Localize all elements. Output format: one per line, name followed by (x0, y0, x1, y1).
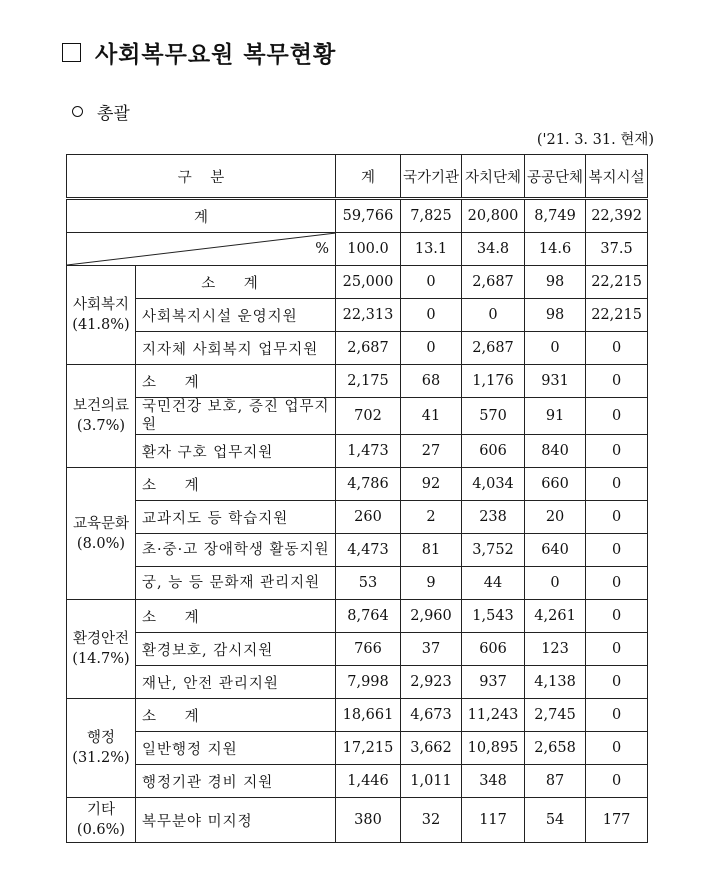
cell-local: 117 (462, 798, 525, 843)
cell-local: 2,687 (462, 266, 525, 299)
percent-label: % (315, 241, 329, 257)
row-label: 초·중·고 장애학생 활동지원 (136, 534, 336, 567)
cell-total: 8,764 (336, 600, 401, 633)
cell-local: 937 (462, 666, 525, 699)
table-header-row (67, 155, 648, 199)
row-label: 지자체 사회복지 업무지원 (136, 332, 336, 365)
percent-national: 13.1 (401, 233, 462, 266)
checkbox-square-icon (62, 43, 81, 62)
cell-welfare: 0 (586, 332, 648, 365)
cell-total: 25,000 (336, 266, 401, 299)
table-row (67, 534, 648, 567)
category-name: 교육문화 (72, 515, 130, 532)
cell-national: 0 (401, 332, 462, 365)
table-row (67, 365, 648, 398)
table-row (67, 765, 648, 798)
status-table (66, 154, 648, 843)
table-row (67, 266, 648, 299)
cell-welfare: 22,215 (586, 266, 648, 299)
row-label: 사회복지시설 운영지원 (136, 299, 336, 332)
row-label: 재난, 안전 관리지원 (136, 666, 336, 699)
cell-welfare: 22,215 (586, 299, 648, 332)
header-welfare: 복지시설 (586, 155, 648, 199)
cell-total: 17,215 (336, 732, 401, 765)
total-local: 20,800 (462, 199, 525, 233)
cell-welfare: 0 (586, 633, 648, 666)
cell-welfare: 0 (586, 398, 648, 435)
category-percent: (41.8%) (72, 317, 130, 333)
category-cell (67, 266, 136, 365)
cell-national: 32 (401, 798, 462, 843)
table-row (67, 798, 648, 843)
total-welfare: 22,392 (586, 199, 648, 233)
table-row (67, 398, 648, 435)
cell-welfare: 0 (586, 501, 648, 534)
cell-total: 766 (336, 633, 401, 666)
cell-local: 11,243 (462, 699, 525, 732)
header-public: 공공단체 (525, 155, 586, 199)
total-label: 계 (67, 199, 336, 233)
table-row (67, 567, 648, 600)
row-label: 소 계 (136, 699, 336, 732)
cell-public: 91 (525, 398, 586, 435)
cell-national: 2 (401, 501, 462, 534)
cell-total: 1,473 (336, 435, 401, 468)
cell-local: 3,752 (462, 534, 525, 567)
total-total: 59,766 (336, 199, 401, 233)
row-label: 일반행정 지원 (136, 732, 336, 765)
cell-national: 27 (401, 435, 462, 468)
total-row (67, 199, 648, 233)
row-label: 소 계 (136, 600, 336, 633)
cell-public: 0 (525, 332, 586, 365)
table-row (67, 468, 648, 501)
cell-welfare: 0 (586, 534, 648, 567)
cell-welfare: 0 (586, 468, 648, 501)
cell-national: 37 (401, 633, 462, 666)
cell-total: 260 (336, 501, 401, 534)
cell-national: 92 (401, 468, 462, 501)
cell-local: 44 (462, 567, 525, 600)
cell-national: 9 (401, 567, 462, 600)
category-name: 기타 (86, 802, 115, 818)
cell-local: 606 (462, 633, 525, 666)
cell-public: 123 (525, 633, 586, 666)
cell-total: 4,786 (336, 468, 401, 501)
table-row (67, 600, 648, 633)
row-label: 국민건강 보호, 증진 업무지원 (136, 398, 336, 435)
cell-national: 41 (401, 398, 462, 435)
cell-national: 2,960 (401, 600, 462, 633)
total-public: 8,749 (525, 199, 586, 233)
category-percent: (8.0%) (76, 535, 126, 552)
category-name: 사회복지 (72, 297, 130, 313)
cell-public: 660 (525, 468, 586, 501)
percent-total: 100.0 (336, 233, 401, 266)
cell-public: 20 (525, 501, 586, 534)
cell-public: 98 (525, 299, 586, 332)
cell-national: 0 (401, 266, 462, 299)
cell-local: 10,895 (462, 732, 525, 765)
cell-welfare: 0 (586, 435, 648, 468)
cell-total: 18,661 (336, 699, 401, 732)
cell-public: 2,745 (525, 699, 586, 732)
percent-label-cell (67, 233, 336, 266)
cell-national: 1,011 (401, 765, 462, 798)
header-category: 구 분 (67, 155, 336, 199)
cell-welfare: 0 (586, 765, 648, 798)
row-label: 소 계 (136, 266, 336, 299)
page-title (62, 36, 336, 69)
cell-total: 4,473 (336, 534, 401, 567)
percent-row (67, 233, 648, 266)
cell-local: 238 (462, 501, 525, 534)
cell-public: 98 (525, 266, 586, 299)
cell-public: 640 (525, 534, 586, 567)
cell-national: 0 (401, 299, 462, 332)
cell-welfare: 0 (586, 666, 648, 699)
section-subtitle-text: 총괄 (97, 104, 130, 124)
row-label: 환경보호, 감시지원 (136, 633, 336, 666)
cell-national: 81 (401, 534, 462, 567)
cell-local: 1,176 (462, 365, 525, 398)
cell-local: 606 (462, 435, 525, 468)
category-percent: (3.7%) (76, 418, 126, 434)
cell-public: 4,138 (525, 666, 586, 699)
row-label: 환자 구호 업무지원 (136, 435, 336, 468)
cell-public: 4,261 (525, 600, 586, 633)
cell-local: 2,687 (462, 332, 525, 365)
category-percent: (31.2%) (72, 750, 130, 766)
cell-local: 348 (462, 765, 525, 798)
header-total: 계 (336, 155, 401, 199)
category-name: 행정 (86, 730, 115, 746)
table-row (67, 732, 648, 765)
cell-national: 3,662 (401, 732, 462, 765)
cell-public: 2,658 (525, 732, 586, 765)
table-row (67, 299, 648, 332)
cell-welfare: 0 (586, 732, 648, 765)
cell-total: 380 (336, 798, 401, 843)
row-label: 소 계 (136, 365, 336, 398)
table-row (67, 435, 648, 468)
cell-local: 4,034 (462, 468, 525, 501)
table-row (67, 699, 648, 732)
header-national: 국가기관 (401, 155, 462, 199)
percent-local: 34.8 (462, 233, 525, 266)
cell-welfare: 0 (586, 600, 648, 633)
diagonal-line (67, 233, 336, 265)
cell-local: 1,543 (462, 600, 525, 633)
cell-national: 2,923 (401, 666, 462, 699)
table-row (67, 633, 648, 666)
category-cell (67, 600, 136, 699)
percent-welfare: 37.5 (586, 233, 648, 266)
category-percent: (14.7%) (72, 651, 130, 667)
cell-total: 7,998 (336, 666, 401, 699)
cell-welfare: 0 (586, 699, 648, 732)
row-label: 소 계 (136, 468, 336, 501)
category-cell (67, 468, 136, 600)
category-cell (67, 798, 136, 843)
row-label: 교과지도 등 학습지원 (136, 501, 336, 534)
row-label: 궁, 능 등 문화재 관리지원 (136, 567, 336, 600)
page-title-text: 사회복무요원 복무현황 (95, 42, 337, 68)
category-percent: (0.6%) (76, 822, 126, 838)
total-national: 7,825 (401, 199, 462, 233)
cell-public: 931 (525, 365, 586, 398)
header-local: 자치단체 (462, 155, 525, 199)
category-cell (67, 365, 136, 468)
reference-date: ('21. 3. 31. 현재) (536, 132, 654, 148)
circle-bullet-icon (72, 106, 83, 117)
cell-total: 1,446 (336, 765, 401, 798)
section-subtitle (72, 99, 130, 124)
cell-total: 22,313 (336, 299, 401, 332)
cell-welfare: 177 (586, 798, 648, 843)
cell-public: 0 (525, 567, 586, 600)
percent-public: 14.6 (525, 233, 586, 266)
cell-national: 68 (401, 365, 462, 398)
table-row (67, 332, 648, 365)
cell-national: 4,673 (401, 699, 462, 732)
cell-local: 0 (462, 299, 525, 332)
category-name: 환경안전 (72, 631, 130, 647)
cell-welfare: 0 (586, 365, 648, 398)
cell-public: 87 (525, 765, 586, 798)
row-label: 행정기관 경비 지원 (136, 765, 336, 798)
cell-total: 2,175 (336, 365, 401, 398)
row-label: 복무분야 미지정 (136, 798, 336, 843)
cell-total: 2,687 (336, 332, 401, 365)
cell-public: 54 (525, 798, 586, 843)
table-row (67, 666, 648, 699)
cell-local: 570 (462, 398, 525, 435)
cell-welfare: 0 (586, 567, 648, 600)
category-name: 보건의료 (72, 398, 130, 414)
table-row (67, 501, 648, 534)
cell-public: 840 (525, 435, 586, 468)
cell-total: 702 (336, 398, 401, 435)
cell-total: 53 (336, 567, 401, 600)
category-cell (67, 699, 136, 798)
